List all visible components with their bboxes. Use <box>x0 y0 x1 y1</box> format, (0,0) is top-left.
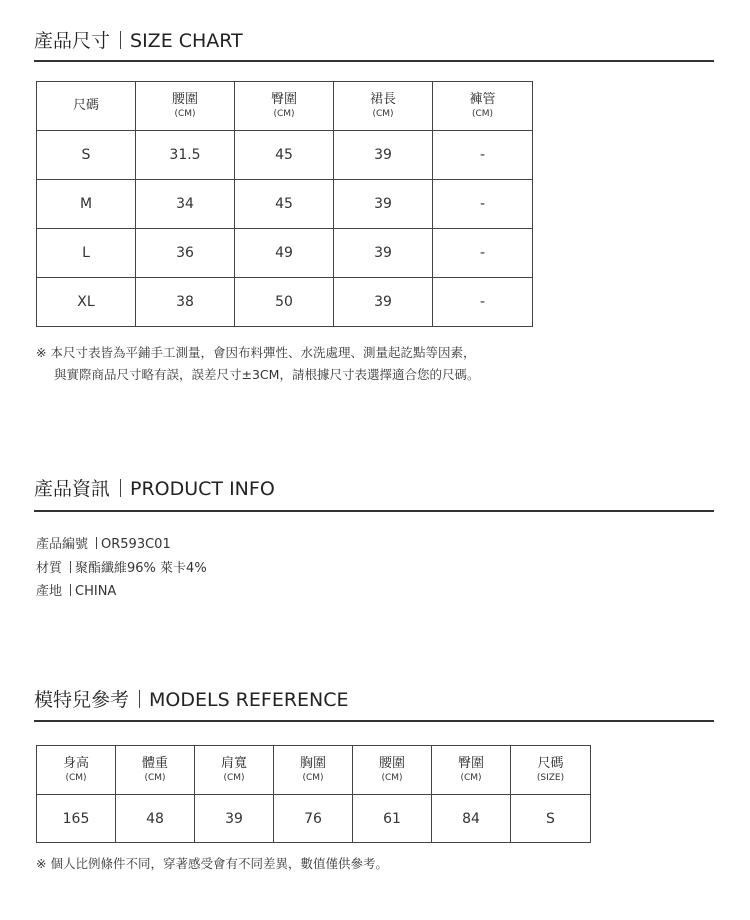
title-separator <box>120 31 121 49</box>
table-cell: 39 <box>334 229 433 278</box>
info-label: 產品編號 <box>36 537 89 552</box>
table-cell: S <box>37 131 136 180</box>
header-cell <box>37 746 116 795</box>
header-label: 臀圍 <box>270 92 297 107</box>
header-unit: (SIZE) <box>536 773 565 783</box>
header-cell <box>116 746 195 795</box>
table-cell: L <box>37 229 136 278</box>
table-cell: 49 <box>235 229 334 278</box>
header-cell <box>37 82 136 131</box>
table-cell: 165 <box>37 795 116 843</box>
header-label: 身高 <box>62 756 89 771</box>
table-cell: 31.5 <box>136 131 235 180</box>
header-cell <box>334 82 433 131</box>
header-label: 尺碼 <box>72 98 99 113</box>
info-separator <box>70 584 71 596</box>
table-cell: - <box>433 131 533 180</box>
table-row <box>37 229 533 278</box>
title-separator <box>120 479 121 497</box>
table-cell: 39 <box>334 180 433 229</box>
size-chart-title <box>34 26 243 53</box>
section-divider <box>34 60 714 62</box>
info-separator <box>96 537 97 549</box>
product-info-title-en: PRODUCT INFO <box>130 478 275 500</box>
product-info-title-zh: 產品資訊 <box>34 478 111 500</box>
table-cell: - <box>433 278 533 327</box>
header-unit: (CM) <box>372 109 394 119</box>
header-label: 腰圍 <box>171 92 198 107</box>
header-unit: (CM) <box>174 109 196 119</box>
header-label: 裙長 <box>369 92 396 107</box>
table-header-row <box>37 82 533 131</box>
table-cell: 48 <box>116 795 195 843</box>
header-unit: (CM) <box>302 773 324 783</box>
header-cell <box>274 746 353 795</box>
info-value: OR593C01 <box>101 537 171 552</box>
table-cell: 36 <box>136 229 235 278</box>
header-label: 胸圍 <box>299 756 326 771</box>
table-cell: 34 <box>136 180 235 229</box>
header-unit: (CM) <box>144 773 166 783</box>
table-cell: M <box>37 180 136 229</box>
table-cell: 61 <box>353 795 432 843</box>
size-chart-title-en: SIZE CHART <box>130 30 243 52</box>
header-label: 體重 <box>141 756 168 771</box>
section-divider <box>34 720 714 722</box>
header-cell <box>136 82 235 131</box>
section-divider <box>34 510 714 512</box>
header-label: 腰圍 <box>378 756 405 771</box>
models-note: ※ 個人比例條件不同，穿著感受會有不同差異，數值僅供參考。 <box>36 856 388 871</box>
table-cell: 84 <box>432 795 511 843</box>
header-label: 尺碼 <box>537 756 564 771</box>
models-reference-table <box>36 745 591 843</box>
title-separator <box>139 690 140 708</box>
table-cell: 45 <box>235 131 334 180</box>
table-cell: XL <box>37 278 136 327</box>
size-note-line-2: 與實際商品尺寸略有誤，誤差尺寸±3CM，請根據尺寸表選擇適合您的尺碼。 <box>54 367 480 382</box>
table-cell: 38 <box>136 278 235 327</box>
header-cell <box>511 746 591 795</box>
header-unit: (CM) <box>273 109 295 119</box>
table-cell: 45 <box>235 180 334 229</box>
info-value: 聚酯纖維96% 萊卡4% <box>75 561 207 576</box>
models-reference-title-en: MODELS REFERENCE <box>149 689 349 711</box>
product-info-title <box>34 474 275 501</box>
size-chart-title-zh: 產品尺寸 <box>34 30 111 52</box>
table-header-row <box>37 746 591 795</box>
size-note-line-1: ※ 本尺寸表皆為平鋪手工測量，會因布料彈性、水洗處理、測量起訖點等因素， <box>36 345 476 360</box>
header-cell <box>433 82 533 131</box>
table-cell: 76 <box>274 795 353 843</box>
info-row-origin <box>36 580 116 599</box>
header-unit: (CM) <box>381 773 403 783</box>
models-reference-title <box>34 685 349 712</box>
info-row-product-code <box>36 533 171 552</box>
table-cell: 39 <box>195 795 274 843</box>
table-cell: 50 <box>235 278 334 327</box>
table-cell: - <box>433 180 533 229</box>
header-unit: (CM) <box>471 109 494 119</box>
table-row <box>37 180 533 229</box>
info-label: 材質 <box>36 561 63 576</box>
header-label: 肩寬 <box>220 756 247 771</box>
info-row-material <box>36 557 207 576</box>
table-cell: 39 <box>334 131 433 180</box>
table-row <box>37 278 533 327</box>
info-separator <box>70 561 71 573</box>
header-unit: (CM) <box>223 773 245 783</box>
size-chart-table <box>36 81 533 327</box>
header-label: 臀圍 <box>457 756 484 771</box>
header-unit: (CM) <box>65 773 87 783</box>
header-cell <box>353 746 432 795</box>
info-value: CHINA <box>75 584 117 599</box>
header-label: 褲管 <box>469 92 496 107</box>
table-cell: S <box>511 795 591 843</box>
header-cell <box>195 746 274 795</box>
table-cell: 39 <box>334 278 433 327</box>
models-reference-title-zh: 模特兒參考 <box>34 689 130 711</box>
table-row <box>37 131 533 180</box>
header-cell <box>432 746 511 795</box>
header-cell <box>235 82 334 131</box>
table-row <box>37 795 591 843</box>
header-unit: (CM) <box>460 773 482 783</box>
table-cell: - <box>433 229 533 278</box>
info-label: 產地 <box>36 584 63 599</box>
